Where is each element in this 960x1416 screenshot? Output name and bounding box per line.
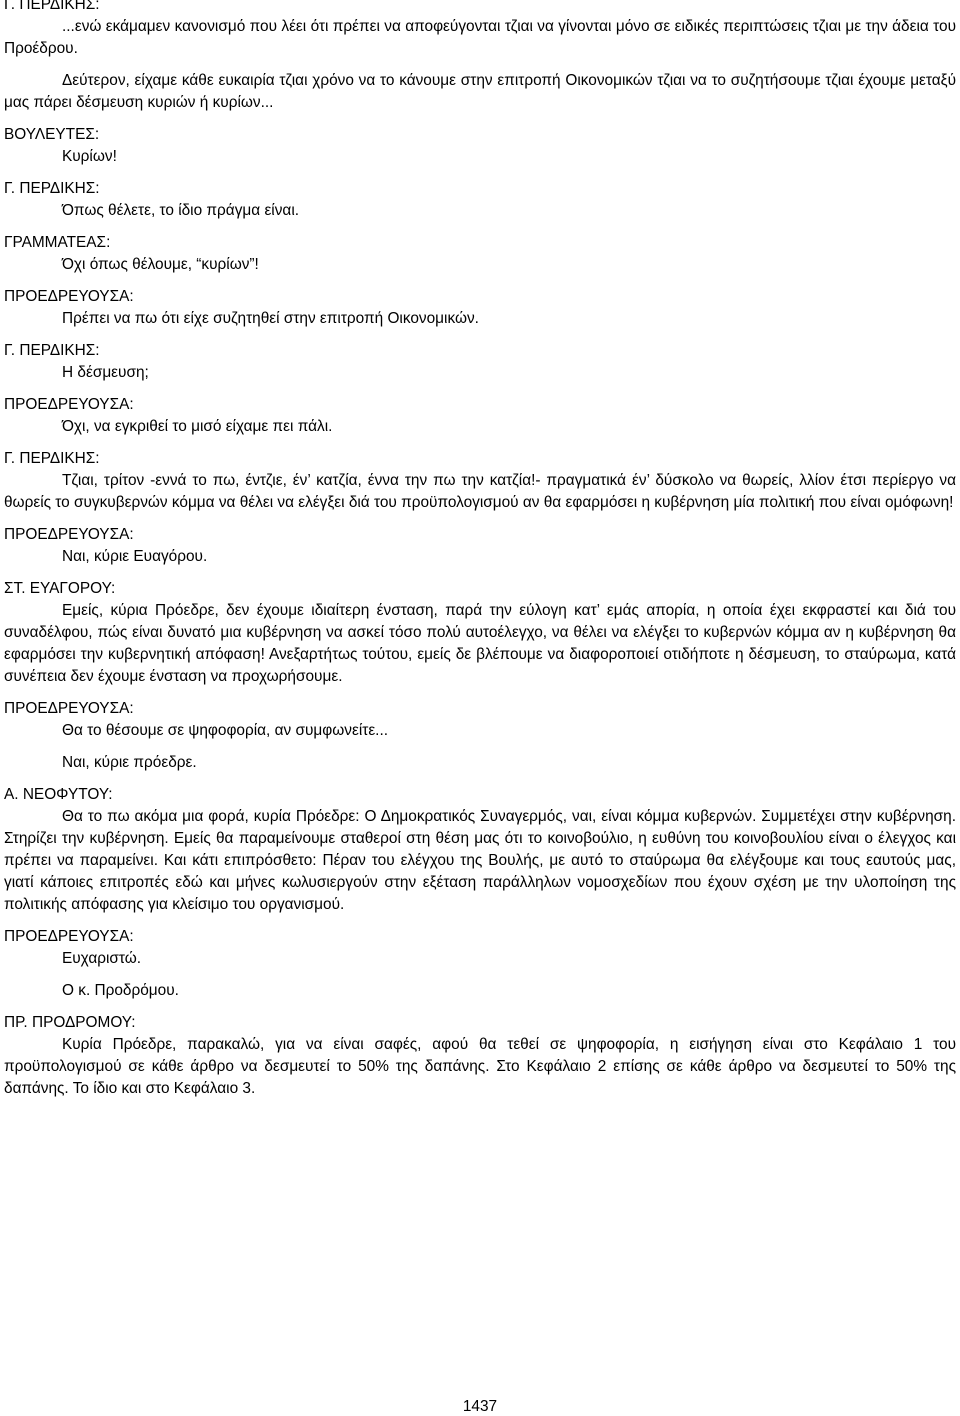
speaker-label: ΣΤ. ΕΥΑΓΟΡΟΥ: xyxy=(4,580,116,597)
speech-paragraph: Όχι, να εγκριθεί το μισό είχαμε πει πάλι. xyxy=(62,418,333,435)
speaker-label: Α. ΝΕΟΦΥΤΟΥ: xyxy=(4,786,113,803)
speech-paragraph: Ο κ. Προδρόμου. xyxy=(62,982,179,999)
speaker-label: Γ. ΠΕΡΔΙΚΗΣ: xyxy=(4,0,100,13)
speech-paragraph: Ναι, κύριε Ευαγόρου. xyxy=(62,548,208,565)
speech-paragraph: Κυρία Πρόεδρε, παρακαλώ, για να είναι σαφές, αφού θα τεθεί σε ψηφοφορία, η εισήγηση είναι στο Κεφάλαιο 1 του προϋπολογισμού σε κάθε άρθρο να δεσμευτεί το 50% της δαπάνης. Στο Κεφάλαιο 2 επίσης σε κάθε άρθρο να δεσμευτεί το 50% της δαπάνης. Το ίδιο και στο Κεφάλαιο 3. xyxy=(4,1036,956,1097)
speaker-label: ΒΟΥΛΕΥΤΕΣ: xyxy=(4,126,100,143)
speaker-label: Γ. ΠΕΡΔΙΚΗΣ: xyxy=(4,180,100,197)
speaker-label: ΠΡ. ΠΡΟΔΡΟΜΟΥ: xyxy=(4,1014,136,1031)
speech-paragraph: Όπως θέλετε, το ίδιο πράγμα είναι. xyxy=(62,202,300,219)
speech-paragraph: Δεύτερον, είχαμε κάθε ευκαιρία τζιαι χρόνο να το κάνουμε στην επιτροπή Οικονομικών τζιαι να το συζητήσουμε τζιαι έχουμε μεταξύ μας πάρει δέσμευση κυριών ή κυρίων... xyxy=(4,72,956,111)
speech-paragraph: Τζιαι, τρίτον -εννά το πω, έντζιε, έν’ κατζία, έννα την πω την κατζία!- πραγματικά έν’ δύσκολο να θωρείς, λλίον έτσι περίεργο να θωρείς το συγκυβερνών κόμμα να θέλει να ελέγξει διά του προϋπολογισμού αν θα εφαρμόσει η κυβέρνηση μία πολιτική που είναι ομόφωνη! xyxy=(4,472,956,511)
speaker-label: ΓΡΑΜΜΑΤΕΑΣ: xyxy=(4,234,111,251)
speech-paragraph: Η δέσμευση; xyxy=(62,364,149,381)
speaker-label: Γ. ΠΕΡΔΙΚΗΣ: xyxy=(4,450,100,467)
speaker-label: ΠΡΟΕΔΡΕΥΟΥΣΑ: xyxy=(4,526,134,543)
speaker-label: Γ. ΠΕΡΔΙΚΗΣ: xyxy=(4,342,100,359)
speech-paragraph: ...ενώ εκάμαμεν κανονισμό που λέει ότι πρέπει να αποφεύγονται τζιαι να γίνονται μόνο σε ειδικές περιπτώσεις τζιαι με την άδεια του Προέδρου. xyxy=(4,18,956,57)
speaker-label: ΠΡΟΕΔΡΕΥΟΥΣΑ: xyxy=(4,928,134,945)
speech-paragraph: Εμείς, κύρια Πρόεδρε, δεν έχουμε ιδιαίτερη ένσταση, παρά την εύλογη κατ’ εμάς απορία, η οποία έχει εκφραστεί και διά του συναδέλφου, πώς είναι δυνατό μια κυβέρνηση να ασκεί τόσο πολύ αυτοέλεγχο, να θέλει να ελέγξει το κυβερνών κόμμα αν η κυβέρνηση θα εφαρμόσει την κυβερνητική απόφαση! Ανεξαρτήτως τούτου, εμείς δε βλέπουμε να διαφοροποιεί οτιδήποτε η δέσμευση, το σταύρωμα, κατά συνέπεια δεν έχουμε ένσταση να προχωρήσουμε. xyxy=(4,602,956,685)
speaker-label: ΠΡΟΕΔΡΕΥΟΥΣΑ: xyxy=(4,396,134,413)
speech-paragraph: Πρέπει να πω ότι είχε συζητηθεί στην επιτροπή Οικονομικών. xyxy=(62,310,479,327)
speech-paragraph: Ευχαριστώ. xyxy=(62,950,142,967)
speech-paragraph: Θα το πω ακόμα μια φορά, κυρία Πρόεδρε: Ο Δημοκρατικός Συναγερμός, ναι, είναι κόμμα κυβερνών. Συμμετέχει στην κυβέρνηση. Στηρίζει την κυβέρνηση. Εμείς θα παραμείνουμε σταθεροί στη θέση μας ότι το κοινοβούλιο, η ευθύνη του κοινοβουλίου είναι ο έλεγχος και πρέπει να παραμείνει. Και κάτι επιπρόσθετο: Πέραν του ελέγχου της Βουλής, με αυτό το σταύρωμα θα ελέγξουμε και τους εαυτούς μας, γιατί κάποιες επιτροπές εδώ και μήνες κωλυσιεργούν στην εξέταση παράλληλων νομοσχεδίων που έχουν σχέση με την υλοποίηση της πολιτικής απόφασης για κλείσιμο του οργανισμού. xyxy=(4,808,956,913)
speech-paragraph: Κυρίων! xyxy=(62,148,117,165)
speech-paragraph: Θα το θέσουμε σε ψηφοφορία, αν συμφωνείτε... xyxy=(62,722,389,739)
transcript-page xyxy=(4,0,956,1110)
speech-paragraph: Ναι, κύριε πρόεδρε. xyxy=(62,754,197,771)
speech-paragraph: Όχι όπως θέλουμε, “κυρίων”! xyxy=(62,256,259,273)
page-number: 1437 xyxy=(462,1398,498,1415)
speaker-label: ΠΡΟΕΔΡΕΥΟΥΣΑ: xyxy=(4,288,134,305)
speaker-label: ΠΡΟΕΔΡΕΥΟΥΣΑ: xyxy=(4,700,134,717)
